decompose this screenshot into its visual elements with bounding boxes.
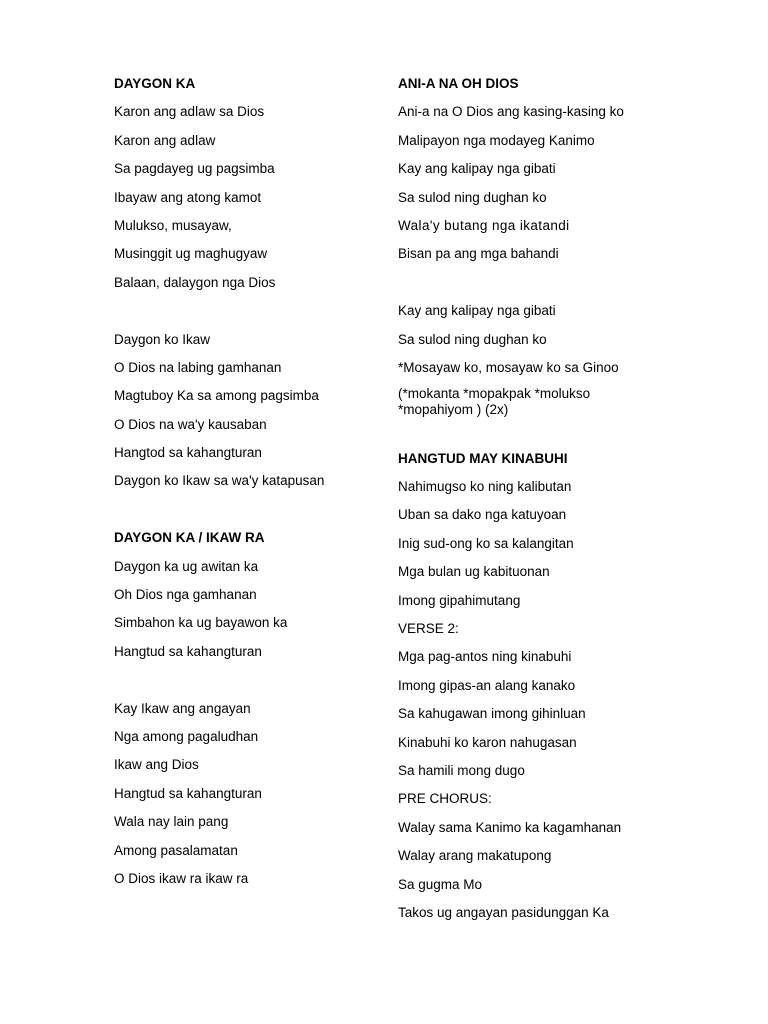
lyric-line: Walay sama Kanimo ka kagamhanan [398,819,622,835]
lyric-line: Hangtod sa kahangturan [114,445,262,461]
lyric-line: Uban sa dako nga katuyoan [398,507,567,523]
stanza-gap [398,273,738,301]
lyric-line: Wala nay lain pang [114,814,229,830]
lyric-line: Simbahon ka ug bayawon ka [114,615,288,631]
lyric-line: Sa sulod ning dughan ko [398,331,547,347]
song-title: ANI-A NA OH DIOS [398,76,519,91]
lyric-line: Oh Dios nga gamhanan [114,587,257,603]
lyric-line: O Dios ikaw ra ikaw ra [114,870,249,886]
lyric-line: Wala'y butang nga ikatandi [398,217,570,233]
lyric-line: Mga pag-antos ning kinabuhi [398,649,572,665]
lyric-line: (*mokanta *mopakpak *molukso *mopahiyom ) (2x) [398,386,591,418]
song-title: HANGTUD MAY KINABUHI [398,450,568,466]
lyric-line: Kay ang kalipay nga gibati [398,161,556,177]
song-ani-a-na-oh-dios [398,74,738,418]
lyric-line: Hangtud sa kahangturan [114,643,262,659]
lyric-line: Imong gipas-an alang kanako [398,677,576,693]
song-daygon-ka-ikaw-ra [114,528,374,889]
song-gap [114,500,374,528]
lyric-line: Hangtud sa kahangturan [114,785,262,801]
lyric-line: Malipayon nga modayeg Kanimo [398,132,595,148]
lyric-line: Ani-a na O Dios ang kasing-kasing ko [398,104,624,120]
song-daygon-ka [114,74,374,491]
lyric-line: O Dios na wa'y kausaban [114,416,267,432]
lyric-line: Kinabuhi ko karon nahugasan [398,734,577,750]
song-title: DAYGON KA / IKAW RA [114,530,265,546]
left-column [114,74,374,897]
section-label: PRE CHORUS: [398,791,492,807]
lyric-line: Daygon ko Ikaw [114,331,211,347]
lyric-line: Walay arang makatupong [398,848,552,864]
lyric-line: O Dios na labing gamhanan [114,359,282,375]
lyric-line: Sa pagdayeg ug pagsimba [114,161,275,177]
lyric-line: Mulukso, musayaw, [114,217,232,233]
section-label: VERSE 2: [398,621,459,637]
song-hangtud-may-kinabuhi [398,449,738,923]
lyric-line: Kay ang kalipay nga gibati [398,303,556,319]
song-gap [398,427,738,449]
lyric-line: Daygon ko Ikaw sa wa'y katapusan [114,473,325,489]
lyric-line: Karon ang adlaw [114,132,216,148]
lyric-line: Sa kahugawan imong gihinluan [398,706,586,722]
lyric-line: Takos ug angayan pasidunggan Ka [398,904,609,920]
lyric-line: Sa sulod ning dughan ko [398,189,547,205]
lyric-line: Ibayaw ang atong kamot [114,189,262,205]
lyric-line: Kay Ikaw ang angayan [114,700,251,716]
lyric-line: Sa gugma Mo [398,876,483,892]
lyric-line: Daygon ka ug awitan ka [114,558,259,574]
lyric-line: Imong gipahimutang [398,592,521,608]
lyric-line: Magtuboy Ka sa among pagsimba [114,388,319,404]
lyric-line: Bisan pa ang mga bahandi [398,246,559,262]
stanza-gap [114,301,374,329]
song-title: DAYGON KA [114,76,196,91]
stanza-gap [114,670,374,698]
lyric-line: Balaan, dalaygon nga Dios [114,274,276,290]
lyric-line: Karon ang adlaw sa Dios [114,104,265,120]
right-column [398,74,738,931]
lyric-line: Among pasalamatan [114,842,238,858]
lyric-line: Musinggit ug maghugyaw [114,246,268,262]
lyric-line: Mga bulan ug kabituonan [398,564,550,580]
lyric-line: Inig sud-ong ko sa kalangitan [398,535,574,551]
lyric-line: Nga among pagaludhan [114,728,259,744]
lyric-line: Sa hamili mong dugo [398,762,525,778]
lyric-line: Ikaw ang Dios [114,757,199,773]
lyric-line: *Mosayaw ko, mosayaw ko sa Ginoo [398,359,619,375]
lyric-line: Nahimugso ko ning kalibutan [398,479,572,495]
